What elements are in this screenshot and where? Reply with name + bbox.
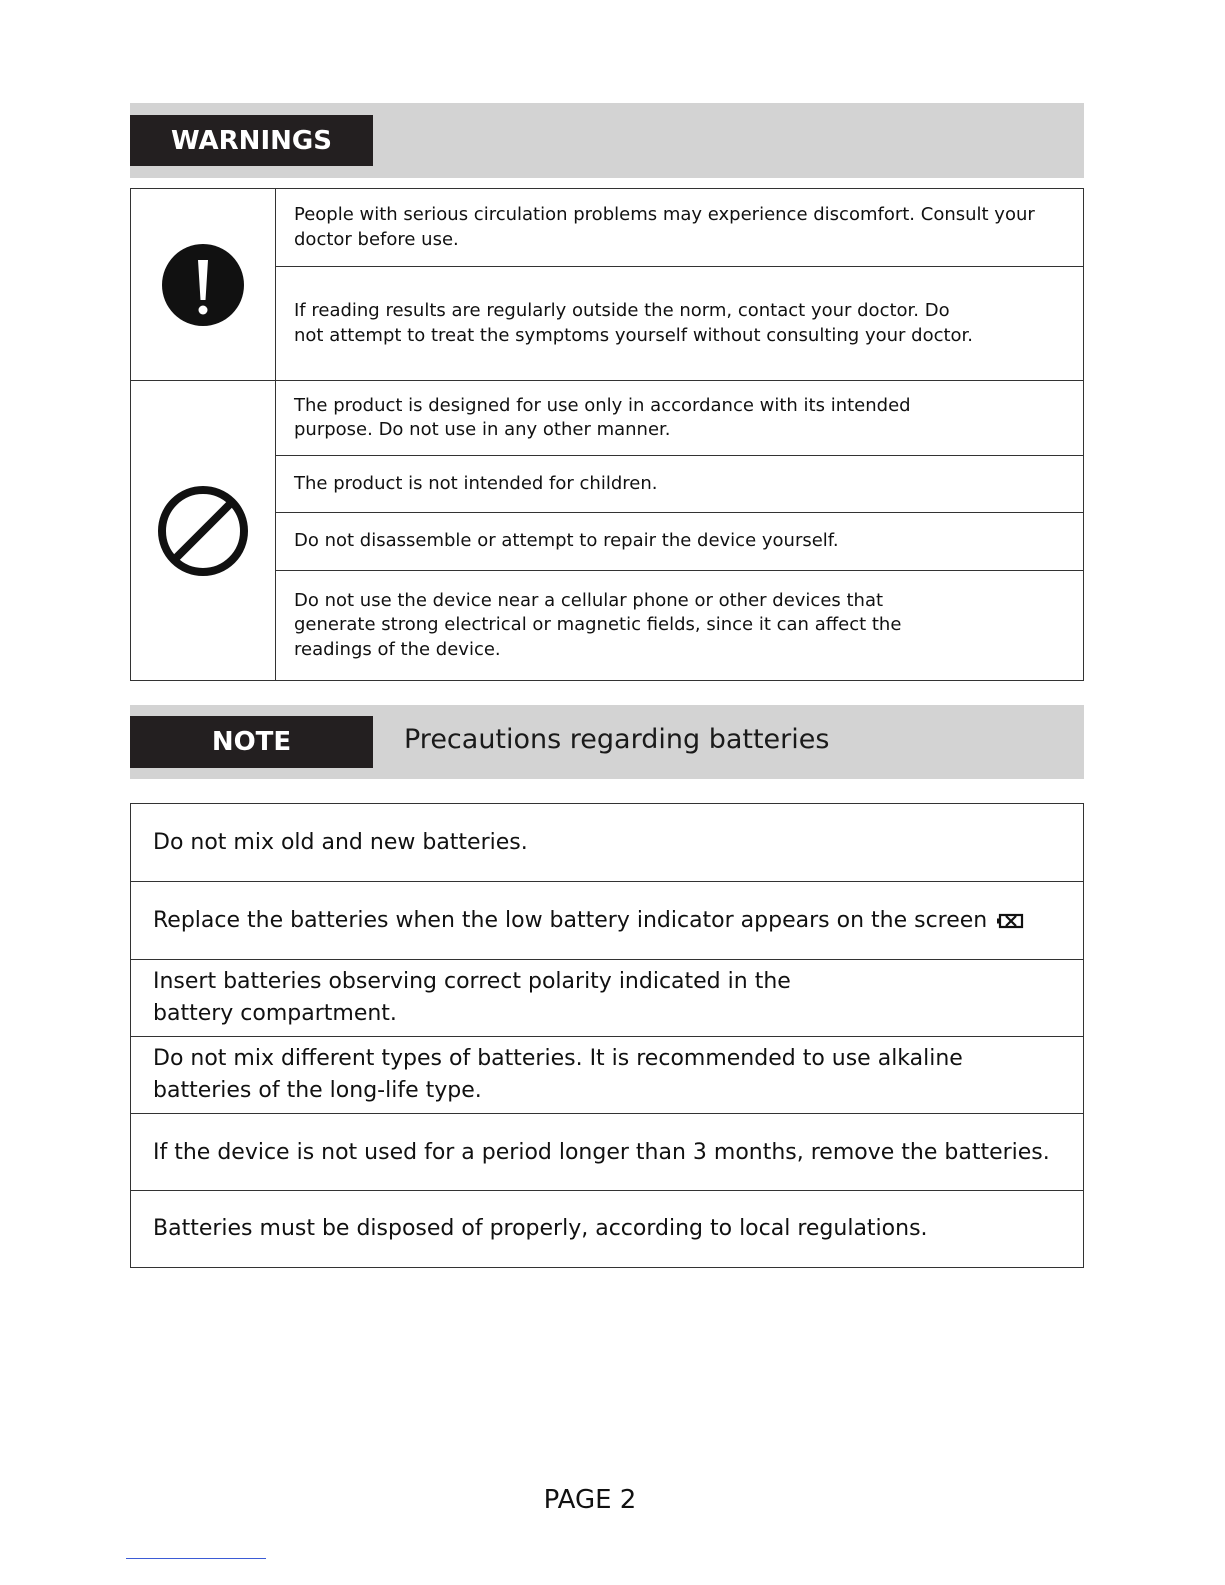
warning-text: The product is not intended for children. [294,473,658,495]
footer-underline [126,1558,266,1559]
mandatory-icon-cell [131,189,276,380]
warning-text: People with serious circulation problems may experience discomfort. Consult your doctor before use. [294,204,1035,250]
battery-item [131,1037,1083,1113]
warning-text: The product is designed for use only in accordance with its intended purpose. Do not use in any other manner. [294,394,911,440]
prohibition-group [131,381,1083,680]
battery-item-text: Do not mix different types of batteries. It is recommended to use alkaline batteries of the long-life type. [153,1046,963,1103]
battery-item-text: Insert batteries observing correct polarity indicated in the battery compartment. [153,969,791,1026]
battery-item-text: If the device is not used for a period longer than 3 months, remove the batteries. [153,1139,1050,1165]
note-label: NOTE [130,716,373,768]
warnings-header [130,103,1084,178]
battery-item [131,1114,1083,1191]
battery-item-text: Replace the batteries when the low battery indicator appears on the screen [153,907,988,933]
warning-text: If reading results are regularly outside the norm, contact your doctor. Do not attempt to treat the symptoms yourself without consulting your doctor. [294,300,974,346]
warning-item [276,267,1083,380]
warnings-table [130,188,1084,681]
mandatory-group [131,189,1083,380]
battery-item [131,960,1083,1036]
prohibition-icon [157,485,249,577]
warning-item [276,571,1083,680]
note-title: Precautions regarding batteries [404,724,830,755]
warning-item [276,381,1083,455]
page-number: PAGE 2 [543,1485,637,1515]
warning-item [276,513,1083,570]
battery-item-text: Do not mix old and new batteries. [153,829,528,855]
prohibition-icon-cell [131,381,276,680]
exclamation-circle-icon [161,243,245,327]
battery-item [131,804,1083,881]
warnings-label: WARNINGS [130,115,373,166]
battery-precautions-table [130,803,1084,1268]
battery-item-text: Batteries must be disposed of properly, according to local regulations. [153,1216,928,1241]
warning-text: Do not disassemble or attempt to repair the device yourself. [294,530,839,552]
warning-text: Do not use the device near a cellular phone or other devices that generate strong electrical or magnetic fields, since it can affect the readings of the device. [294,589,902,660]
warning-item [276,456,1083,513]
note-header [130,705,1084,779]
battery-item [131,882,1083,959]
battery-item [131,1191,1083,1267]
low-battery-icon [997,912,1025,930]
warning-item [276,189,1083,266]
